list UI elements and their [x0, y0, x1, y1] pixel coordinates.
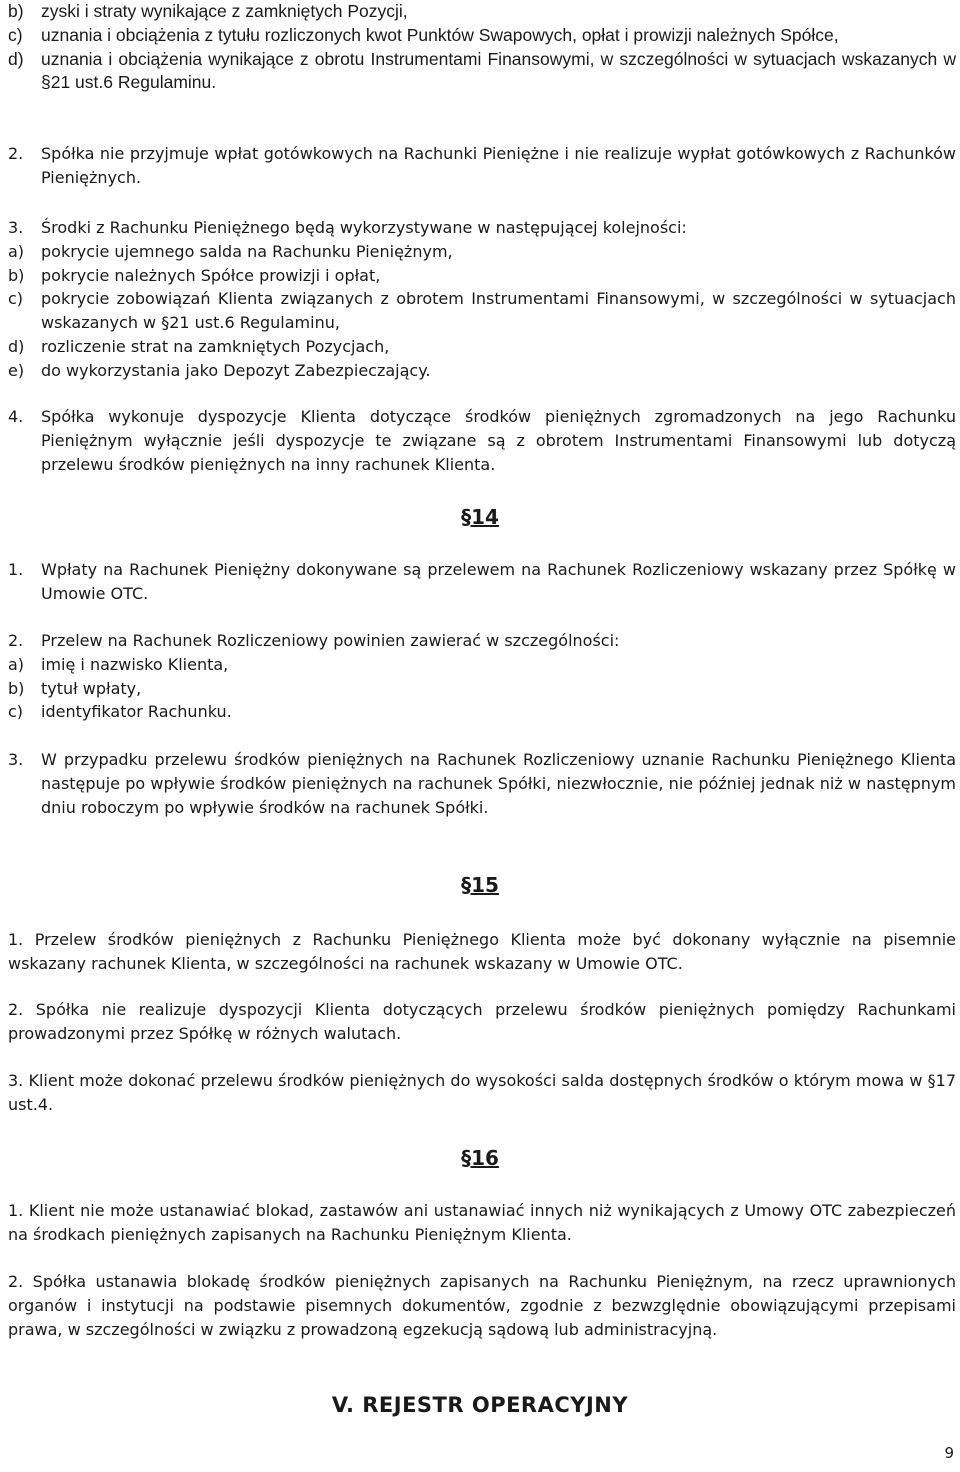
list-item	[8, 264, 956, 288]
chapter-heading: V. REJESTR OPERACYJNY	[331, 1393, 629, 1417]
list-text: identyfikator Rachunku.	[41, 702, 232, 722]
section-15-paragraph-1: 1. Przelew środków pieniężnych z Rachunku Pieniężnego Klienta może być dokonany wyłącznie na pisemnie wskazany rachunek Klienta, w szczególności na rachunek wskazany w Umowie OTC.	[8, 930, 956, 973]
list-text: pokrycie zobowiązań Klienta związanych z obrotem Instrumentami Finansowymi, w szczególności w sytuacjach wskazanych w §21 ust.6 Regulaminu,	[41, 289, 956, 333]
list-label: a)	[8, 241, 25, 261]
list-item	[8, 700, 956, 724]
list-item	[8, 240, 956, 264]
section-heading-16: §16	[461, 1146, 499, 1170]
paragraph-3	[8, 216, 956, 383]
numbered-paragraph	[8, 216, 956, 240]
numbered-paragraph	[8, 405, 956, 476]
paragraph-number: 3.	[8, 218, 24, 237]
numbered-paragraph	[8, 558, 956, 606]
list-text: pokrycie ujemnego salda na Rachunku Pieniężnym,	[41, 241, 453, 261]
list-item	[8, 24, 956, 48]
paragraph-number: 1.	[8, 560, 24, 579]
section-16-paragraph-1: 1. Klient nie może ustanawiać blokad, zastawów ani ustanawiać innych niż wynikających z Umowy OTC zabezpieczeń na środkach pieniężnych zapisanych na Rachunku Pieniężnym Klienta.	[8, 1201, 956, 1244]
paragraph-text: Spółka wykonuje dyspozycje Klienta dotyczące środków pieniężnych zgromadzonych na jego Rachunku Pieniężnym wyłącznie jeśli dyspozycje te związane są z obrotem Instrumentami Finansowymi lub dotyczą przelewu środków pieniężnych na inny rachunek Klienta.	[41, 407, 956, 474]
paragraph-2	[8, 142, 956, 190]
list-item	[8, 48, 956, 96]
list-item	[8, 359, 956, 383]
list-item	[8, 677, 956, 701]
paragraph-text: Środki z Rachunku Pieniężnego będą wykorzystywane w następującej kolejności:	[41, 218, 687, 237]
list-text: zyski i straty wynikające z zamkniętych Pozycji,	[41, 1, 408, 21]
list-label: c)	[8, 289, 24, 309]
list-text: uznania i obciążenia wynikające z obrotu Instrumentami Finansowymi, w szczególności w sytuacjach wskazanych w §21 ust.6 Regulaminu.	[41, 48, 956, 93]
paragraph-text: Przelew na Rachunek Rozliczeniowy powinien zawierać w szczególności:	[41, 631, 620, 650]
list-text: tytuł wpłaty,	[41, 678, 142, 698]
list-label: d)	[8, 48, 24, 69]
paragraph-text: Spółka nie przyjmuje wpłat gotówkowych na Rachunki Pieniężne i nie realizuje wypłat gotówkowych z Rachunków Pieniężnych.	[41, 144, 956, 187]
list-label: c)	[8, 702, 24, 722]
list-top	[8, 0, 956, 95]
list-text: imię i nazwisko Klienta,	[41, 654, 229, 674]
list-label: d)	[8, 336, 25, 356]
numbered-paragraph	[8, 629, 956, 653]
numbered-paragraph	[8, 748, 956, 819]
list-item	[8, 335, 956, 359]
paragraph-text: Wpłaty na Rachunek Pieniężny dokonywane są przelewem na Rachunek Rozliczeniowy wskazany przez Spółkę w Umowie OTC.	[41, 560, 956, 603]
list-label: b)	[8, 265, 25, 285]
paragraph-number: 3.	[8, 750, 24, 769]
paragraph-text: W przypadku przelewu środków pieniężnych na Rachunek Rozliczeniowy uznanie Rachunku Pieniężnego Klienta następuje po wpływie środków pieniężnych na rachunek Spółki, niezwłocznie, nie później jednak niż w następnym dniu roboczym po wpływie środków na rachunek Spółki.	[41, 750, 956, 817]
list-text: rozliczenie strat na zamkniętych Pozycjach,	[41, 336, 390, 356]
paragraph-4	[8, 405, 956, 476]
list-label: c)	[8, 24, 23, 45]
list-label: e)	[8, 360, 25, 380]
page-number: 9	[944, 1444, 954, 1462]
list-item	[8, 653, 956, 677]
paragraph-number: 2.	[8, 631, 24, 650]
numbered-paragraph	[8, 142, 956, 190]
list-label: b)	[8, 678, 25, 698]
section-heading-14: §14	[461, 505, 499, 529]
section-14-paragraph-2	[8, 629, 956, 724]
list-label: a)	[8, 654, 25, 674]
list-text: do wykorzystania jako Depozyt Zabezpieczający.	[41, 360, 431, 380]
list-text: pokrycie należnych Spółce prowizji i opłat,	[41, 265, 381, 285]
section-14-paragraph-3	[8, 748, 956, 819]
list-item	[8, 0, 956, 24]
section-15-paragraph-3: 3. Klient może dokonać przelewu środków pieniężnych do wysokości salda dostępnych środków o którym mowa w §17 ust.4.	[8, 1071, 956, 1114]
section-14-paragraph-1	[8, 558, 956, 606]
list-text: uznania i obciążenia z tytułu rozliczonych kwot Punktów Swapowych, opłat i prowizji należnych Spółce,	[41, 24, 839, 45]
paragraph-number: 4.	[8, 407, 24, 426]
section-heading-15: §15	[461, 873, 499, 897]
list-label: b)	[8, 1, 24, 21]
section-15-paragraph-2: 2. Spółka nie realizuje dyspozycji Klienta dotyczących przelewu środków pieniężnych pomiędzy Rachunkami prowadzonymi przez Spółkę w różnych walutach.	[8, 1000, 956, 1043]
paragraph-number: 2.	[8, 144, 24, 163]
list-item	[8, 287, 956, 335]
section-16-paragraph-2: 2. Spółka ustanawia blokadę środków pieniężnych zapisanych na Rachunku Pieniężnym, na rzecz uprawnionych organów i instytucji na podstawie pisemnych dokumentów, zgodnie z bezwzględnie obowiązującymi przepisami prawa, w szczególności w związku z prowadzoną egzekucją sądową lub administracyjną.	[8, 1272, 956, 1339]
